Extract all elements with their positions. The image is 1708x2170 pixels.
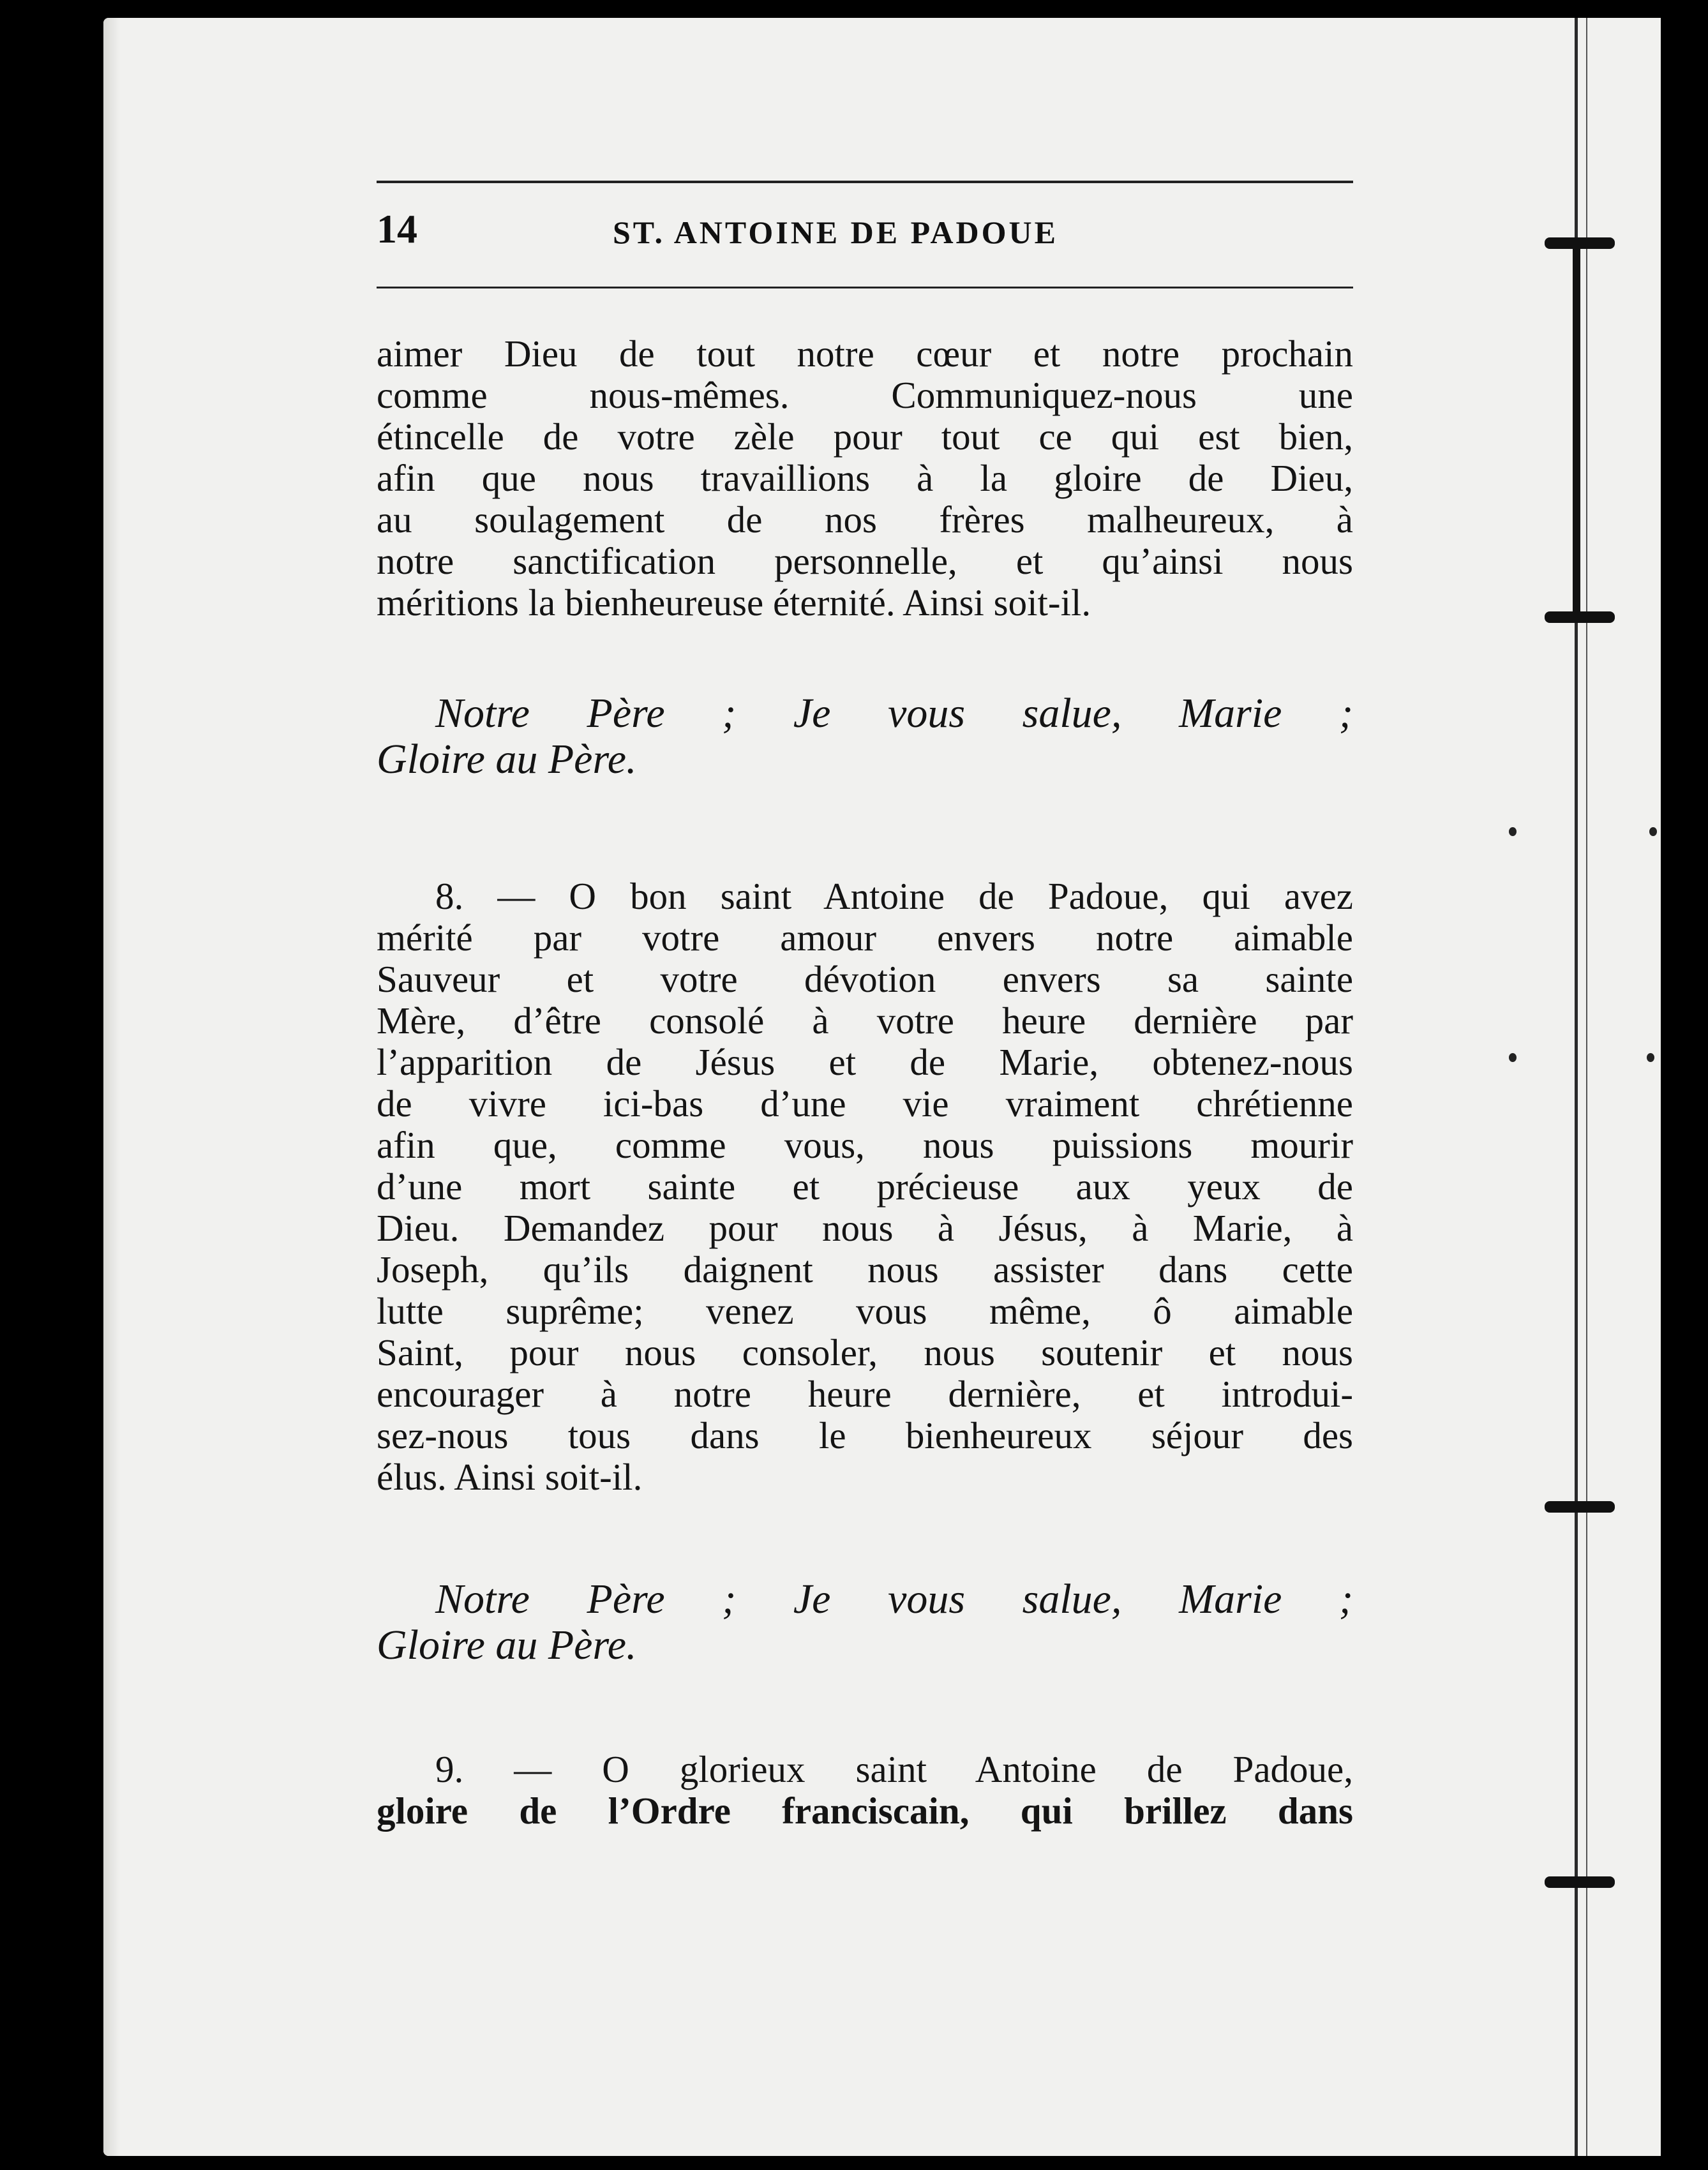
text-line: 8. — O bon saint Antoine de Padoue, qui avez [435,875,1353,917]
binding-stitch-3 [1545,1501,1615,1513]
header-rule-bottom [377,287,1353,288]
text-line: 9. — O glorieux saint Antoine de Padoue, [435,1748,1353,1790]
text-line: afin que nous travaillions à la gloire de Dieu, [377,457,1353,499]
binding-line-inner [1586,18,1587,2156]
binding-hole [1509,827,1517,836]
text-line: l’apparition de Jésus et de Marie, obtenez-nous [377,1041,1353,1083]
paragraph-8 [377,876,1353,1498]
paragraph-9 [377,1749,1353,1832]
text-line: lutte suprême; venez vous même, ô aimable [377,1290,1353,1332]
text-line: au soulagement de nos frères malheureux, à [377,498,1353,541]
text-line: Mère, d’être consolé à votre heure dernière par [377,999,1353,1042]
text-line: notre sanctification personnelle, et qu’ainsi nous [377,540,1353,582]
text-line: gloire de l’Ordre franciscain, qui brillez dans [377,1790,1353,1832]
text-line: comme nous-mêmes. Communiquez-nous une [377,374,1353,416]
binding-hole [1509,1053,1517,1062]
text-line: mérité par votre amour envers notre aimable [377,917,1353,959]
prayer-line: Notre Père ; Je vous salue, Marie ; [435,1576,1353,1622]
text-line: méritions la bienheureuse éternité. Ainsi soit-il. [377,581,1091,624]
text-line: encourager à notre heure dernière, et introdui- [377,1373,1353,1415]
binding-stitch-2 [1545,611,1615,623]
page-number: 14 [377,206,417,251]
binding-stitch-4 [1545,1876,1615,1888]
prayer-line: Notre Père ; Je vous salue, Marie ; [435,690,1353,737]
prayer-refrain-2 [377,1576,1353,1668]
text-line: afin que, comme vous, nous puissions mourir [377,1124,1353,1166]
binding-hole [1649,827,1657,836]
text-line: Joseph, qu’ils daignent nous assister dans cette [377,1248,1353,1291]
running-head: ST. ANTOINE DE PADOUE [613,214,1059,250]
page-edge-shadow [103,18,120,2156]
text-line: Sauveur et votre dévotion envers sa sainte [377,958,1353,1000]
binding-stitch-1 [1545,237,1615,249]
text-line: étincelle de votre zèle pour tout ce qui est bien, [377,415,1353,458]
binding-stitch-vertical [1573,243,1580,619]
text-line: sez-nous tous dans le bienheureux séjour des [377,1414,1353,1456]
text-line: de vivre ici-bas d’une vie vraiment chrétienne [377,1082,1353,1125]
header-rule-top [377,181,1353,183]
prayer-line: Gloire au Père. [377,1622,637,1668]
paragraph-continuation [377,333,1353,624]
text-line: élus. Ainsi soit-il. [377,1456,643,1498]
prayer-refrain-1 [377,691,1353,782]
text-line: aimer Dieu de tout notre cœur et notre prochain [377,333,1353,375]
binding-hole [1647,1053,1654,1062]
text-line: Saint, pour nous consoler, nous soutenir et nous [377,1331,1353,1373]
text-line: d’une mort sainte et précieuse aux yeux de [377,1165,1353,1208]
prayer-line: Gloire au Père. [377,736,637,782]
text-line: Dieu. Demandez pour nous à Jésus, à Marie, à [377,1207,1353,1249]
